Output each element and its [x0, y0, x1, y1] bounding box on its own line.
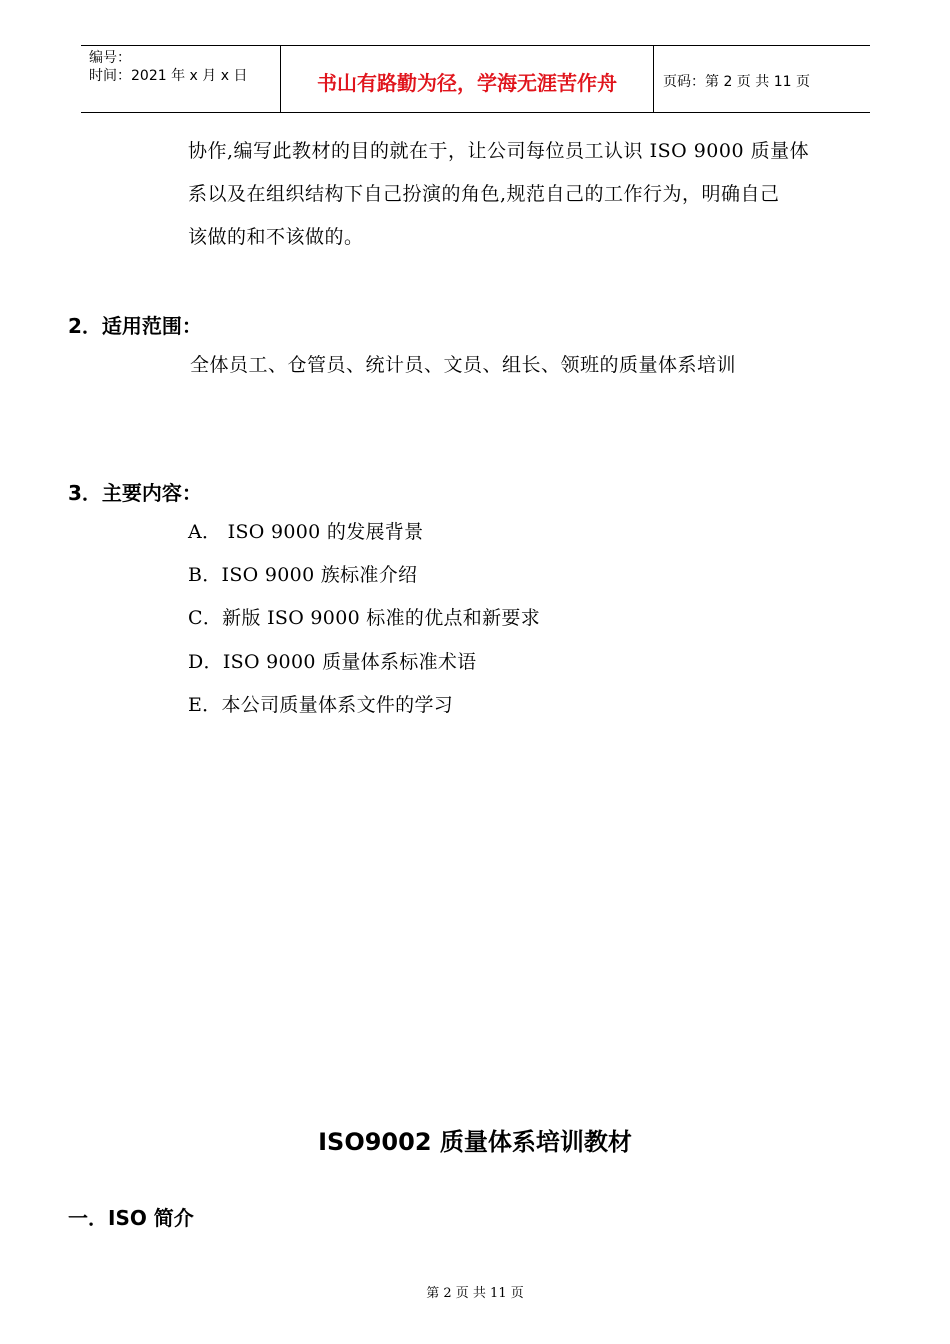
document-time-label: 时间：2021 年 x 月 x 日: [89, 68, 248, 84]
list-item: B．ISO 9000 族标准介绍: [188, 564, 418, 586]
document-title: ISO9002 质量体系培训教材: [318, 1128, 632, 1156]
header-meta: [81, 46, 281, 112]
page-header: [81, 45, 870, 113]
scope-heading: 2．适用范围：: [68, 314, 202, 338]
scope-text: 全体员工、仓管员、统计员、文员、组长、领班的质量体系培训: [190, 354, 737, 376]
page-footer: 第 2 页 共 11 页: [426, 1286, 524, 1301]
list-item: A． ISO 9000 的发展背景: [188, 521, 424, 543]
document-number-label: 编号：: [89, 50, 131, 66]
intro-line-2: 系以及在组织结构下自己扮演的角色,规范自己的工作行为，明确自己: [188, 183, 780, 205]
header-motto: 书山有路勤为径，学海无涯苦作舟: [281, 46, 654, 112]
list-item: E．本公司质量体系文件的学习: [188, 694, 454, 716]
intro-line-1: 协作,编写此教材的目的就在于，让公司每位员工认识 ISO 9000 质量体: [188, 140, 810, 162]
list-item: C．新版 ISO 9000 标准的优点和新要求: [188, 607, 541, 629]
chapter-heading: 一．ISO 简介: [68, 1206, 194, 1230]
header-page-info: 页码：第 2 页 共 11 页: [663, 74, 810, 90]
intro-line-3: 该做的和不该做的。: [188, 226, 364, 248]
list-item: D．ISO 9000 质量体系标准术语: [188, 651, 477, 673]
contents-heading: 3．主要内容：: [68, 481, 202, 505]
